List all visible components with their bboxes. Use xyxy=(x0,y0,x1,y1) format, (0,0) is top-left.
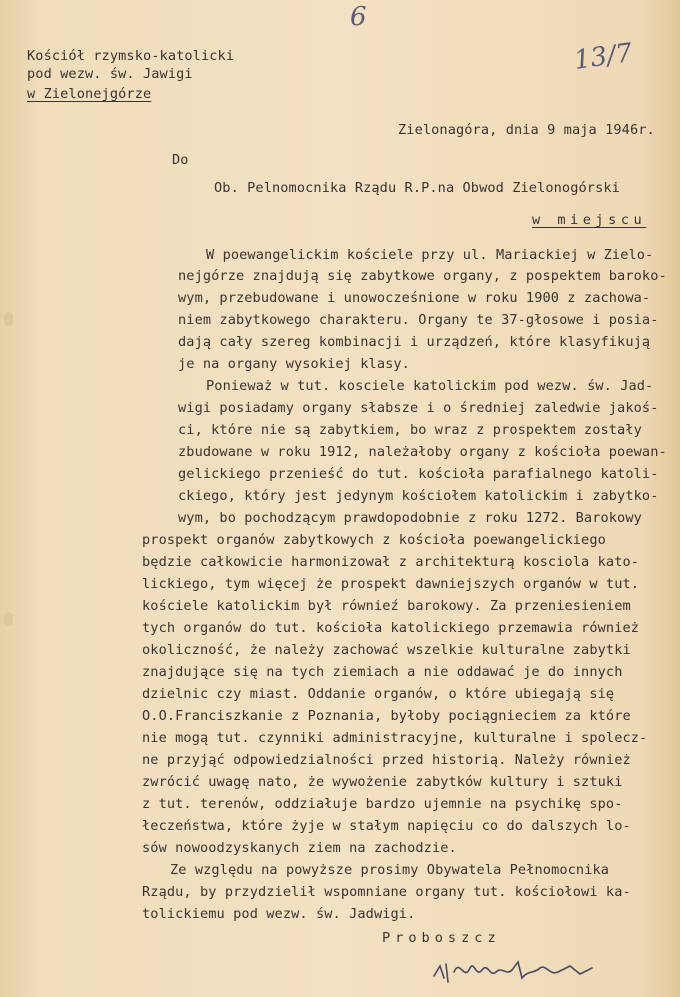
body-line: dają cały szereg kombinacji i urządzeń, które klasyfikują xyxy=(178,334,651,350)
body-line: wym, przebudowane i unowocześnione w roku 1900 z zachowa- xyxy=(178,290,651,306)
body-line: Ze względu na powyższe prosimy Obywatela Pełnomocnika xyxy=(170,862,610,878)
body-line: nie mogą tut. czynniki administracyjne, kulturalne i spolecz- xyxy=(142,730,648,746)
body-line: ci, które nie są zabytkiem, bo wraz z prospektem zostały xyxy=(178,422,642,438)
body-line: z tut. terenów, oddziałuje bardzo ujemnie na psychikę spo- xyxy=(142,796,623,812)
body-line: wym, bo pochodzącym prawdopodobnie z roku 1272. Barokowy xyxy=(178,510,642,526)
punch-hole xyxy=(4,612,13,626)
sender-line: w Zielonejgórze xyxy=(27,86,152,102)
body-line: okoliczność, że należy zachować wszelkie kulturalne zabytki xyxy=(142,642,631,658)
body-line: tolickiemu pod wezw. św. Jadwigi. xyxy=(142,906,416,922)
body-line: nejgórze znajdują się zabytkowe organy, z pospektem baroko- xyxy=(178,268,667,284)
body-line: łeczeństwa, które żyje w stałym napięciu co do dalszych lo- xyxy=(142,818,631,834)
body-line: Ponieważ w tut. kosciele katolickim pod wezw. św. Jad- xyxy=(206,378,654,394)
body-line: zbudowane w roku 1912, należałoby organy z kościoła poewan- xyxy=(178,444,667,460)
body-line: będzie całkowicie harmonizował z architekturą kosciola kato- xyxy=(142,554,640,570)
body-line: gelickiego przenieść do tut. kościoła parafialnego katoli- xyxy=(178,466,659,482)
body-line: lickiego, tym więcej że prospekt dawniejszych organów w tut. xyxy=(142,576,640,592)
signature-scribble xyxy=(430,948,600,988)
location-line: w miejscu xyxy=(532,212,647,228)
signature xyxy=(430,948,600,988)
reference-number-mark: 13/7 xyxy=(572,38,635,76)
body-line: zwrócić uwagę nato, że wywożenie zabytków kultury i sztuki xyxy=(142,774,623,790)
body-line: O.O.Franciszkanie z Poznania, byłoby pociągnieciem za które xyxy=(142,708,631,724)
recipient: Ob. Pelnomocnika Rządu R.P.na Obwod Zielonogórski xyxy=(214,180,620,196)
body-line: prospekt organów zabytkowych z kościoła poewangelickiego xyxy=(142,532,606,548)
body-line: ne przyjąć odpowiedzialności przed historią. Należy również xyxy=(142,752,631,768)
body-line: ckiego, który jest jedynym kościołem katolickim i zabytko- xyxy=(178,488,659,504)
body-line: kościele katolickim był równieź barokowy. Za przeniesieniem xyxy=(142,598,631,614)
sender-line: Kościół rzymsko-katolicki xyxy=(27,48,235,64)
punch-hole xyxy=(4,312,13,326)
body-line: niem zabytkowego charakteru. Organy te 37-głosowe i posia- xyxy=(178,312,659,328)
body-line: znajdujące się na tych ziemiach a nie oddawać je do innych xyxy=(142,664,623,680)
body-line: wigi posiadamy organy słabsze i o średniej zaledwie jakoś- xyxy=(178,400,659,416)
body-line: dzielnic czy miast. Oddanie organów, o które ubiegają się xyxy=(142,686,615,702)
body-line: W poewangelickim kościele przy ul. Mariackiej w Zielo- xyxy=(206,247,654,263)
closing-title: Proboszcz xyxy=(382,930,501,946)
salutation: Do xyxy=(172,152,189,168)
sender-line: pod wezw. św. Jawigi xyxy=(27,66,193,82)
body-line: tych organów do tut. kościoła katolickiego przemawia również xyxy=(142,620,640,636)
body-line: je na organy wysokiej klasy. xyxy=(178,356,410,372)
page-number-mark: 6 xyxy=(350,2,367,32)
body-line: Rządu, by przydzielił wspomniane organy tut. kościołowi ka- xyxy=(142,884,631,900)
place-date: Zielonagóra, dnia 9 maja 1946r. xyxy=(398,122,655,138)
body-line: sów nowoodzyskanych ziem na zachodzie. xyxy=(142,840,457,856)
